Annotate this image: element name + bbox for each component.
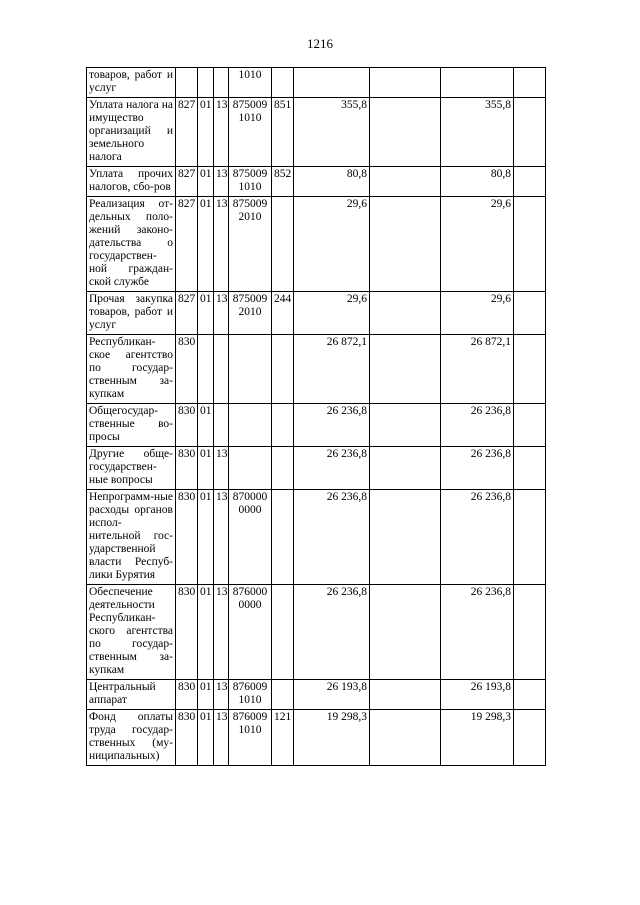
table-row: [87, 710, 546, 766]
table-row: [87, 404, 546, 447]
row-name-cell: Прочая закупка товаров, работ и услуг: [87, 292, 176, 335]
table-row: [87, 68, 546, 98]
expense-type-cell: 851: [272, 98, 294, 167]
table-body: [87, 68, 546, 766]
amount-cell-1: 19 298,3: [294, 710, 370, 766]
section-code-cell: [198, 68, 214, 98]
target-article-cell: 1010: [229, 68, 272, 98]
table-row: [87, 585, 546, 680]
grbs-code-cell: 827: [176, 197, 198, 292]
expense-type-cell: 121: [272, 710, 294, 766]
table-row: [87, 292, 546, 335]
section-code-cell: 01: [198, 197, 214, 292]
subsection-code-cell: 13: [214, 490, 229, 585]
row-name-cell: Реализация от-дельных поло-жений законо-дательства о государствен-ной граждан-ской службе: [87, 197, 176, 292]
amount-cell-3: 26 236,8: [441, 447, 514, 490]
amount-cell-3: [441, 68, 514, 98]
subsection-code-cell: 13: [214, 585, 229, 680]
subsection-code-cell: [214, 68, 229, 98]
amount-cell-2: [370, 197, 441, 292]
row-name-cell: товаров, работ и услуг: [87, 68, 176, 98]
amount-cell-2: [370, 447, 441, 490]
target-article-cell: 875009 2010: [229, 292, 272, 335]
amount-cell-4: [514, 292, 546, 335]
amount-cell-3: 26 236,8: [441, 404, 514, 447]
row-name-cell: Уплата прочих налогов, сбо-ров: [87, 167, 176, 197]
amount-cell-2: [370, 167, 441, 197]
amount-cell-2: [370, 292, 441, 335]
target-article-cell: 876000 0000: [229, 585, 272, 680]
section-code-cell: 01: [198, 292, 214, 335]
subsection-code-cell: [214, 335, 229, 404]
grbs-code-cell: 827: [176, 98, 198, 167]
amount-cell-3: 26 236,8: [441, 585, 514, 680]
amount-cell-1: 29,6: [294, 292, 370, 335]
amount-cell-1: 26 236,8: [294, 490, 370, 585]
section-code-cell: 01: [198, 585, 214, 680]
target-article-cell: 876009 1010: [229, 680, 272, 710]
section-code-cell: 01: [198, 447, 214, 490]
amount-cell-4: [514, 680, 546, 710]
grbs-code-cell: 827: [176, 167, 198, 197]
amount-cell-1: 26 236,8: [294, 585, 370, 680]
amount-cell-3: 80,8: [441, 167, 514, 197]
subsection-code-cell: 13: [214, 680, 229, 710]
amount-cell-1: 26 236,8: [294, 447, 370, 490]
row-name-cell: Фонд оплаты труда государ-ственных (му-ниципальных): [87, 710, 176, 766]
target-article-cell: 876009 1010: [229, 710, 272, 766]
amount-cell-4: [514, 490, 546, 585]
subsection-code-cell: 13: [214, 167, 229, 197]
amount-cell-1: 26 236,8: [294, 404, 370, 447]
amount-cell-4: [514, 404, 546, 447]
budget-table: [86, 67, 546, 766]
amount-cell-4: [514, 447, 546, 490]
grbs-code-cell: 830: [176, 404, 198, 447]
table-row: [87, 490, 546, 585]
amount-cell-2: [370, 98, 441, 167]
row-name-cell: Общегосудар-ственные во-просы: [87, 404, 176, 447]
amount-cell-1: 29,6: [294, 197, 370, 292]
amount-cell-3: 355,8: [441, 98, 514, 167]
target-article-cell: 875009 2010: [229, 197, 272, 292]
section-code-cell: 01: [198, 98, 214, 167]
amount-cell-3: 29,6: [441, 292, 514, 335]
row-name-cell: Другие обще-государствен-ные вопросы: [87, 447, 176, 490]
amount-cell-1: 80,8: [294, 167, 370, 197]
expense-type-cell: [272, 447, 294, 490]
section-code-cell: 01: [198, 167, 214, 197]
amount-cell-3: 29,6: [441, 197, 514, 292]
expense-type-cell: [272, 68, 294, 98]
amount-cell-1: 26 193,8: [294, 680, 370, 710]
subsection-code-cell: [214, 404, 229, 447]
amount-cell-1: [294, 68, 370, 98]
target-article-cell: 870000 0000: [229, 490, 272, 585]
amount-cell-4: [514, 98, 546, 167]
amount-cell-2: [370, 585, 441, 680]
amount-cell-1: 355,8: [294, 98, 370, 167]
subsection-code-cell: 13: [214, 98, 229, 167]
amount-cell-3: 19 298,3: [441, 710, 514, 766]
amount-cell-2: [370, 490, 441, 585]
grbs-code-cell: 830: [176, 490, 198, 585]
subsection-code-cell: 13: [214, 447, 229, 490]
amount-cell-2: [370, 710, 441, 766]
row-name-cell: Центральный аппарат: [87, 680, 176, 710]
subsection-code-cell: 13: [214, 197, 229, 292]
row-name-cell: Уплата налога на имущество организаций и земельного налога: [87, 98, 176, 167]
amount-cell-2: [370, 404, 441, 447]
row-name-cell: Непрограмм-ные расходы органов испол-нительной гос-ударственной власти Респуб-лики Бурятия: [87, 490, 176, 585]
expense-type-cell: [272, 197, 294, 292]
expense-type-cell: [272, 404, 294, 447]
grbs-code-cell: 830: [176, 585, 198, 680]
amount-cell-4: [514, 197, 546, 292]
row-name-cell: Республикан-ское агентство по государ-ственным за-купкам: [87, 335, 176, 404]
amount-cell-4: [514, 167, 546, 197]
grbs-code-cell: [176, 68, 198, 98]
expense-type-cell: 852: [272, 167, 294, 197]
amount-cell-3: 26 236,8: [441, 490, 514, 585]
amount-cell-4: [514, 68, 546, 98]
expense-type-cell: [272, 585, 294, 680]
target-article-cell: 875009 1010: [229, 167, 272, 197]
expense-type-cell: [272, 680, 294, 710]
expense-type-cell: [272, 335, 294, 404]
grbs-code-cell: 830: [176, 710, 198, 766]
section-code-cell: 01: [198, 490, 214, 585]
amount-cell-4: [514, 585, 546, 680]
table-row: [87, 680, 546, 710]
expense-type-cell: 244: [272, 292, 294, 335]
table-row: [87, 335, 546, 404]
amount-cell-1: 26 872,1: [294, 335, 370, 404]
amount-cell-3: 26 193,8: [441, 680, 514, 710]
grbs-code-cell: 830: [176, 680, 198, 710]
section-code-cell: 01: [198, 710, 214, 766]
table-row: [87, 98, 546, 167]
subsection-code-cell: 13: [214, 292, 229, 335]
amount-cell-2: [370, 680, 441, 710]
section-code-cell: [198, 335, 214, 404]
table-row: [87, 167, 546, 197]
amount-cell-3: 26 872,1: [441, 335, 514, 404]
target-article-cell: [229, 404, 272, 447]
amount-cell-4: [514, 710, 546, 766]
row-name-cell: Обеспечение деятельности Республикан-ского агентства по государ-ственным за-купкам: [87, 585, 176, 680]
target-article-cell: [229, 447, 272, 490]
table-row: [87, 197, 546, 292]
table-row: [87, 447, 546, 490]
expense-type-cell: [272, 490, 294, 585]
page-number: 1216: [307, 36, 333, 51]
amount-cell-4: [514, 335, 546, 404]
section-code-cell: 01: [198, 680, 214, 710]
grbs-code-cell: 827: [176, 292, 198, 335]
amount-cell-2: [370, 335, 441, 404]
grbs-code-cell: 830: [176, 335, 198, 404]
amount-cell-2: [370, 68, 441, 98]
subsection-code-cell: 13: [214, 710, 229, 766]
grbs-code-cell: 830: [176, 447, 198, 490]
target-article-cell: [229, 335, 272, 404]
target-article-cell: 875009 1010: [229, 98, 272, 167]
section-code-cell: 01: [198, 404, 214, 447]
